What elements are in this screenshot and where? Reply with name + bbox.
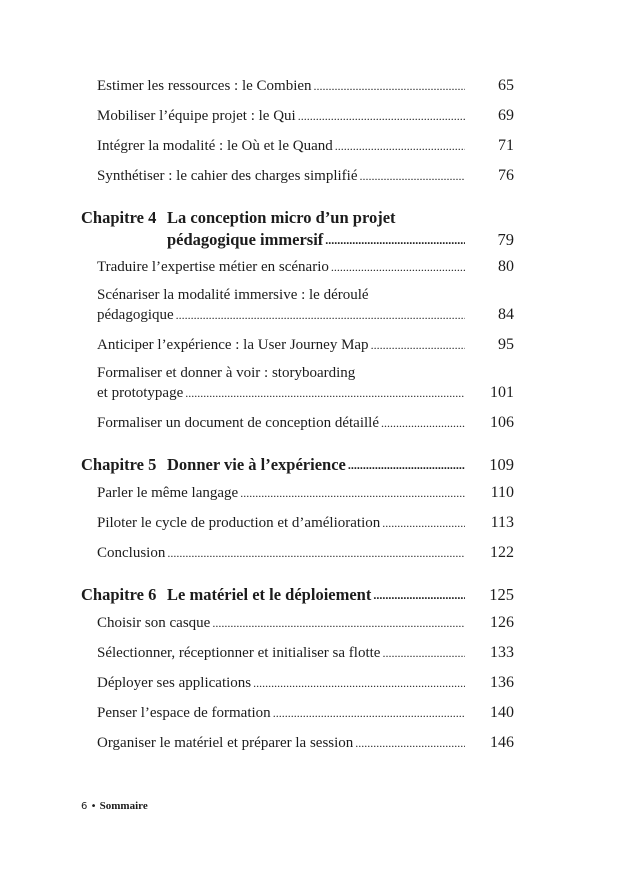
toc-entry[interactable] [97, 76, 465, 96]
toc-entry-title-cont: pédagogique [97, 307, 174, 323]
toc-entry-title: Penser l’espace de formation [97, 705, 271, 721]
leader-dots [176, 305, 465, 325]
toc-entry[interactable] [97, 413, 465, 433]
footer-separator: • [90, 801, 97, 812]
toc-entry-title: Mobiliser l’équipe projet : le Qui [97, 108, 296, 124]
leader-dots [253, 673, 465, 693]
leader-dots [355, 733, 465, 753]
toc-page-number: 80 [498, 258, 514, 275]
toc-page-number: 71 [498, 137, 514, 154]
leader-dots [240, 483, 465, 503]
leader-dots [382, 643, 465, 663]
toc-page-number: 146 [490, 734, 514, 751]
toc-entry-title: Formaliser et donner à voir : storyboarding [97, 365, 356, 381]
toc-entry-title: Piloter le cycle de production et d’amélioration [97, 515, 381, 531]
toc-entry[interactable] [97, 335, 465, 355]
toc-entry-title: Scénariser la modalité immersive : le déroulé [97, 287, 369, 303]
toc-entry-title: Anticiper l’expérience : la User Journey Map [97, 337, 369, 353]
toc-page-number: 126 [490, 614, 514, 631]
leader-dots [359, 166, 465, 186]
toc-entry[interactable] [97, 543, 465, 563]
toc-entry[interactable] [97, 673, 465, 693]
toc-entry-title: Parler le même langage [97, 485, 239, 501]
toc-entry-title: Sélectionner, réceptionner et initialiser sa flotte [97, 645, 381, 661]
leader-dots [325, 229, 465, 251]
toc-entry-title: Organiser le matériel et préparer la session [97, 735, 354, 751]
toc-entry[interactable] [97, 106, 465, 126]
toc-page-number: 122 [490, 544, 514, 561]
footer-page-number: 6 [81, 801, 88, 812]
toc-entry[interactable] [97, 643, 465, 663]
leader-dots [185, 383, 465, 403]
toc-page-number: 140 [490, 704, 514, 721]
chapter-page-number: 125 [489, 585, 514, 604]
toc-entry-title: Intégrer la modalité : le Où et le Quand [97, 138, 333, 154]
toc-entry[interactable] [97, 363, 465, 403]
chapter-title: Donner vie à l’expérience [167, 455, 346, 474]
toc-entry-title: Conclusion [97, 545, 166, 561]
toc-entry-title: Estimer les ressources : le Combien [97, 78, 312, 94]
leader-dots [382, 513, 465, 533]
chapter-page-number: 109 [489, 455, 514, 474]
chapter-label: Chapitre 5 [81, 455, 157, 474]
toc-page-number: 136 [490, 674, 514, 691]
leader-dots [331, 257, 465, 277]
chapter-title-cont: pédagogique immersif [167, 230, 324, 249]
chapter-title: La conception micro d’un projet [167, 208, 396, 227]
leader-dots [273, 703, 465, 723]
chapter-label: Chapitre 6 [81, 585, 157, 604]
toc-page-number: 133 [490, 644, 514, 661]
toc-page-number: 95 [498, 336, 514, 353]
toc-entry-title: Choisir son casque [97, 615, 211, 631]
toc-entry-title: Traduire l’expertise métier en scénario [97, 259, 329, 275]
leader-dots [314, 76, 465, 96]
chapter-heading[interactable] [81, 584, 465, 606]
toc-page-number: 76 [498, 167, 514, 184]
toc-entry[interactable] [97, 483, 465, 503]
chapter-label: Chapitre 4 [81, 208, 157, 227]
toc-entry[interactable] [97, 733, 465, 753]
toc-entry-title: Synthétiser : le cahier des charges simplifié [97, 168, 358, 184]
leader-dots [335, 136, 465, 156]
leader-dots [371, 335, 465, 355]
toc-page-number: 65 [498, 77, 514, 94]
toc-entry-title: Déployer ses applications [97, 675, 252, 691]
chapter-title: Le matériel et le déploiement [167, 585, 372, 604]
toc-entry[interactable] [97, 285, 465, 325]
toc-entry-title-cont: et prototypage [97, 385, 184, 401]
toc-entry[interactable] [97, 136, 465, 156]
leader-dots [212, 613, 465, 633]
leader-dots [373, 584, 465, 606]
toc-page-number: 110 [490, 484, 514, 501]
toc-entry[interactable] [97, 513, 465, 533]
footer-section: Sommaire [99, 800, 148, 812]
toc-entry[interactable] [97, 257, 465, 277]
toc-entry[interactable] [97, 166, 465, 186]
toc-entry-title: Formaliser un document de conception détaillé [97, 415, 379, 431]
toc-entry[interactable] [97, 703, 465, 723]
leader-dots [381, 413, 465, 433]
toc-page-number: 113 [490, 514, 514, 531]
chapter-page-number: 79 [497, 230, 514, 249]
leader-dots [348, 454, 465, 476]
toc-page-number: 101 [490, 384, 514, 401]
toc-page-number: 69 [498, 107, 514, 124]
toc-page-number: 106 [490, 414, 514, 431]
toc-entry[interactable] [97, 613, 465, 633]
leader-dots [167, 543, 465, 563]
toc-page-number: 84 [498, 306, 514, 323]
leader-dots [298, 106, 465, 126]
chapter-heading[interactable] [81, 207, 465, 251]
page-footer [81, 800, 148, 812]
chapter-heading[interactable] [81, 454, 465, 476]
